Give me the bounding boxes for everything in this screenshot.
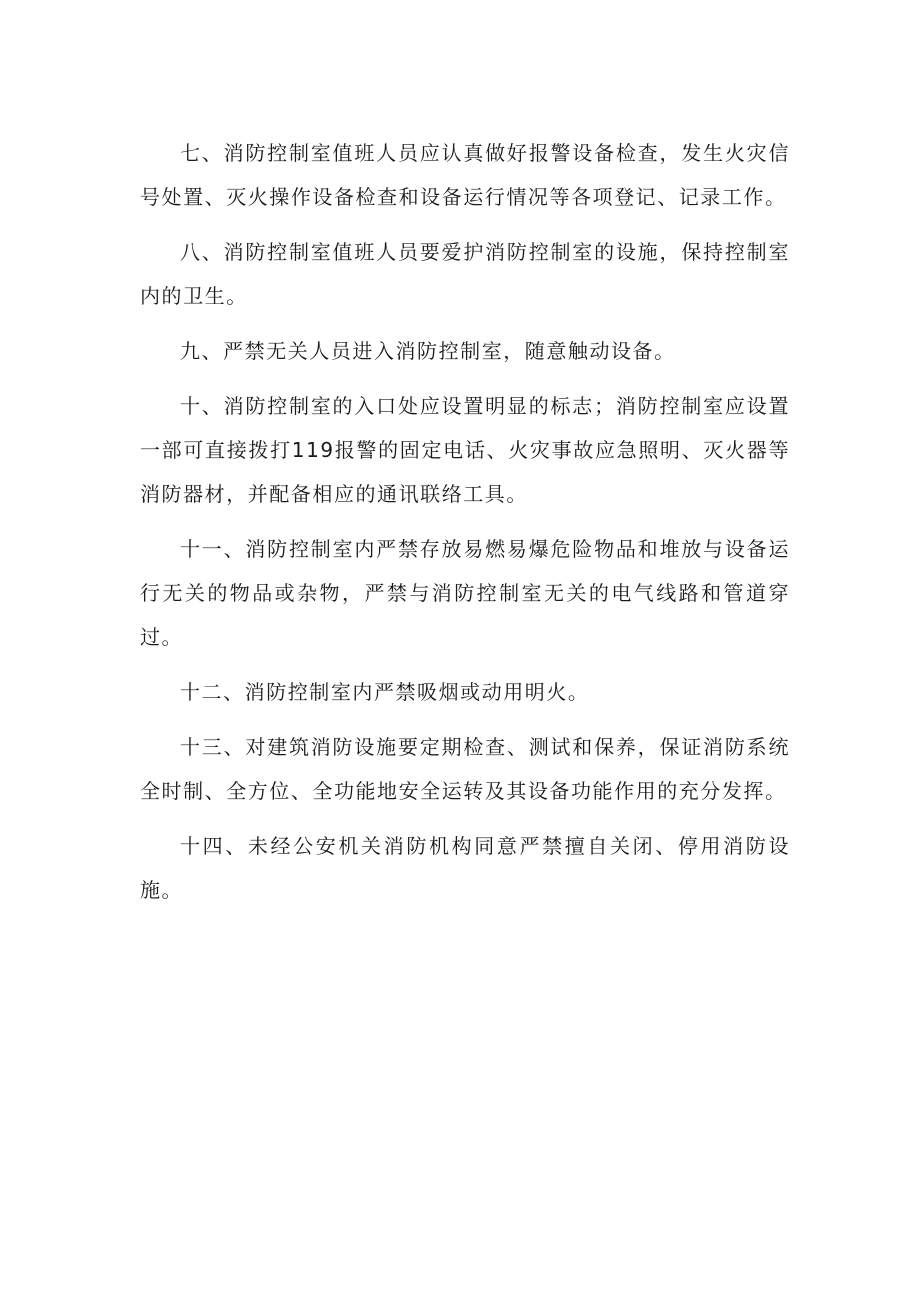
- paragraph-11: 十一、消防控制室内严禁存放易燃易爆危险物品和堆放与设备运行无关的物品或杂物，严禁与消防控制室无关的电气线路和管道穿过。: [140, 537, 790, 649]
- paragraph-8: 八、消防控制室值班人员要爱护消防控制室的设施，保持控制室内的卫生。: [140, 240, 790, 308]
- paragraph-9: 九、严禁无关人员进入消防控制室，随意触动设备。: [180, 339, 676, 363]
- paragraph-13: 十三、对建筑消防设施要定期检查、测试和保养，保证消防系统全时制、全方位、全功能地安全运转及其设备功能作用的充分发挥。: [140, 735, 790, 803]
- paragraph-12: 十二、消防控制室内严禁吸烟或动用明火。: [180, 680, 590, 704]
- paragraph-7: 七、消防控制室值班人员应认真做好报警设备检查，发生火灾信号处置、灭火操作设备检查和设备运行情况等各项登记、记录工作。: [140, 141, 790, 209]
- paragraph-10: 十、消防控制室的入口处应设置明显的标志；消防控制室应设置一部可直接拨打119报警的固定电话、火灾事故应急照明、灭火器等消防器材，并配备相应的通讯联络工具。: [140, 394, 790, 506]
- paragraph-14: 十四、未经公安机关消防机构同意严禁擅自关闭、停用消防设施。: [140, 834, 790, 902]
- document-body: [140, 131, 790, 923]
